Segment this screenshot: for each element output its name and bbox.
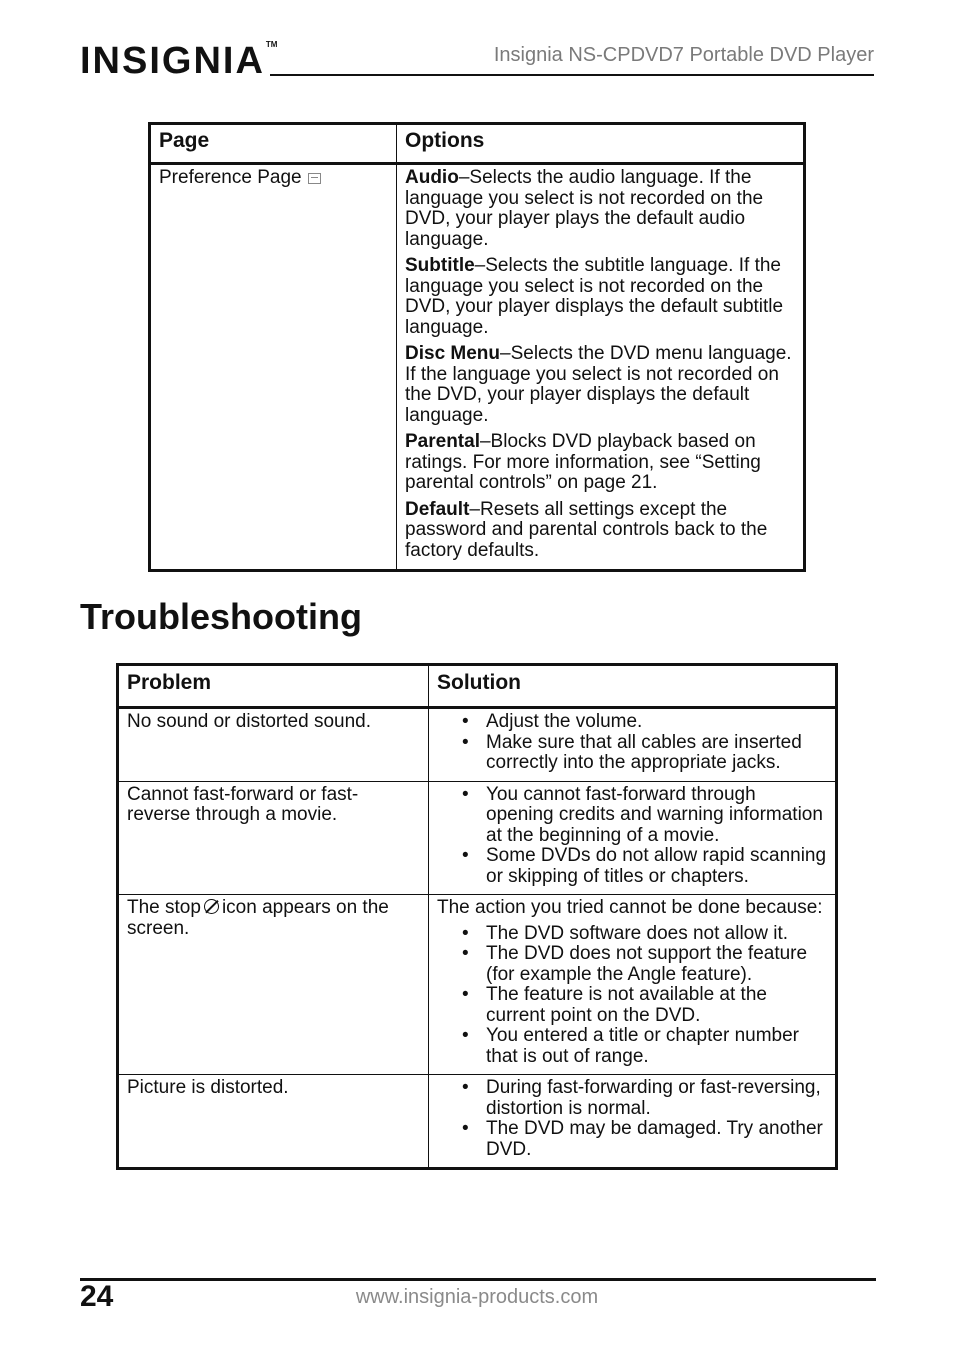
solution-cell xyxy=(429,895,837,1075)
stop-icon xyxy=(204,899,219,914)
problem-text-after: icon appears on the screen. xyxy=(127,897,389,939)
table-row xyxy=(118,1075,837,1169)
solution-cell xyxy=(429,781,837,895)
problem-text-before: The stop xyxy=(127,897,201,918)
list-item: • Adjust the volume. xyxy=(437,712,827,733)
logo-text: INSIGNIA xyxy=(80,40,265,82)
list-item: • You cannot fast-forward through opening credits and warning information at the beginning of a movie. xyxy=(437,785,827,847)
list-item: • Some DVDs do not allow rapid scanning or skipping of titles or chapters. xyxy=(437,846,827,887)
solution-cell xyxy=(429,708,837,782)
page-number: 24 xyxy=(80,1280,114,1313)
option-term: Parental xyxy=(405,431,480,452)
logo-trademark: TM xyxy=(265,40,278,49)
option-parental xyxy=(405,432,795,494)
solution-cell xyxy=(429,1075,837,1169)
problem-cell: No sound or distorted sound. xyxy=(118,708,429,782)
option-term: Default xyxy=(405,498,470,520)
solution-list xyxy=(437,712,827,774)
option-disc-menu xyxy=(405,344,795,426)
table-header-row xyxy=(118,665,837,708)
column-header-page: Page xyxy=(150,124,397,164)
option-subtitle xyxy=(405,256,795,338)
problem-cell: Picture is distorted. xyxy=(118,1075,429,1169)
preference-page-icon xyxy=(308,173,321,184)
document-title: Insignia NS-CPDVD7 Portable DVD Player xyxy=(493,44,874,66)
option-description: –Selects the subtitle language. If the language you select is not recorded on the DVD, your player displays the default subtitle language. xyxy=(405,255,784,338)
troubleshooting-table xyxy=(116,663,838,1170)
list-item: • The DVD software does not allow it. xyxy=(437,924,827,945)
insignia-logo xyxy=(80,40,277,83)
option-term: Audio xyxy=(405,167,459,188)
table-row xyxy=(118,708,837,782)
solution-list xyxy=(437,924,827,1068)
problem-cell: Cannot fast-forward or fast-reverse through a movie. xyxy=(118,781,429,895)
page-name: Preference Page xyxy=(159,167,302,188)
option-description: –Blocks DVD playback based on ratings. For more information, see “Setting parental controls” on page 21. xyxy=(405,431,761,493)
table-row xyxy=(118,895,837,1075)
table-row xyxy=(150,164,805,571)
option-default xyxy=(405,500,795,562)
option-description: –Selects the audio language. If the language you select is not recorded on the DVD, your player plays the default audio language. xyxy=(405,167,764,250)
options-cell xyxy=(397,164,805,571)
table-header-row xyxy=(150,124,805,164)
website-url: www.insignia-products.com xyxy=(355,1286,599,1308)
solution-list xyxy=(437,785,827,888)
page-cell xyxy=(150,164,397,571)
option-audio xyxy=(405,168,795,250)
footer-divider xyxy=(80,1278,876,1281)
list-item: • The DVD may be damaged. Try another DVD. xyxy=(437,1119,827,1160)
table-row xyxy=(118,781,837,895)
problem-cell xyxy=(118,895,429,1075)
solution-list xyxy=(437,1078,827,1160)
option-description: –Selects the DVD menu language. If the language you select is not recorded on the DVD, your player displays the default language. xyxy=(405,343,792,426)
column-header-solution: Solution xyxy=(429,665,837,708)
solution-intro: The action you tried cannot be done because: xyxy=(437,897,823,918)
section-heading: Troubleshooting xyxy=(80,596,362,637)
option-description: –Resets all settings except the password and parental controls back to the factory defaults. xyxy=(405,498,768,561)
list-item: • Make sure that all cables are inserted correctly into the appropriate jacks. xyxy=(437,733,827,774)
option-term: Disc Menu xyxy=(405,343,501,364)
header-divider xyxy=(270,74,874,76)
list-item: • The DVD does not support the feature (for example the Angle feature). xyxy=(437,944,827,985)
column-header-problem: Problem xyxy=(118,665,429,708)
list-item: • The feature is not available at the current point on the DVD. xyxy=(437,985,827,1026)
list-item: • During fast-forwarding or fast-reversing, distortion is normal. xyxy=(437,1078,827,1119)
column-header-options: Options xyxy=(397,124,805,164)
list-item: • You entered a title or chapter number that is out of range. xyxy=(437,1026,827,1067)
preference-options-table xyxy=(148,122,806,572)
option-term: Subtitle xyxy=(405,255,475,276)
